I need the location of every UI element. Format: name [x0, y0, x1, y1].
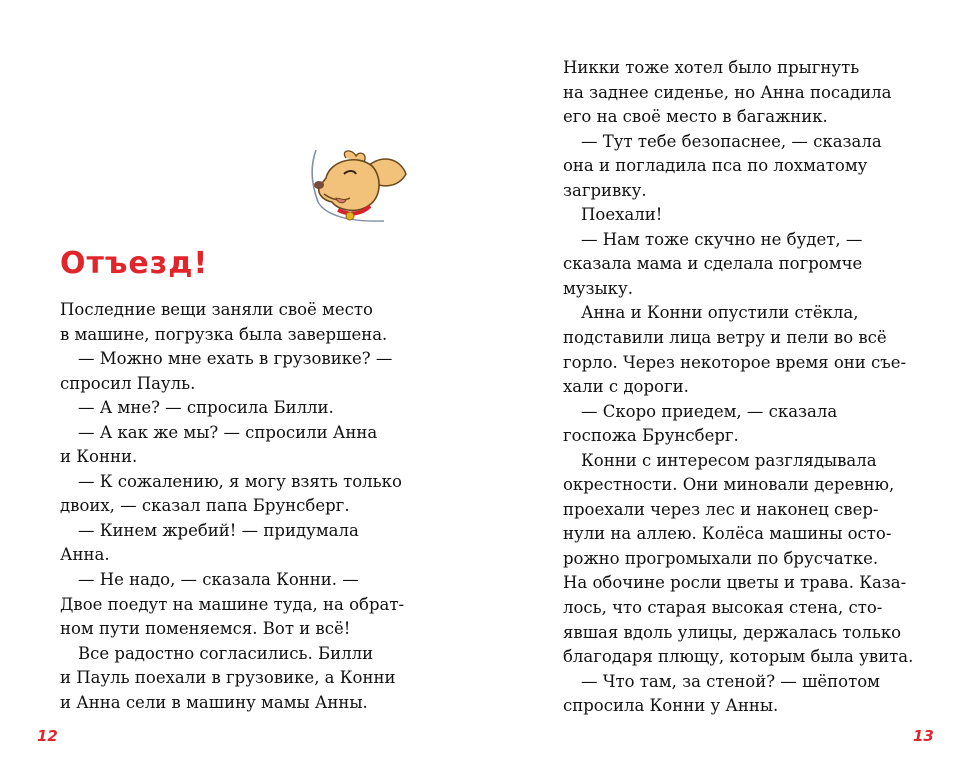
text-line: — Не надо, — сказала Конни. —: [78, 570, 359, 590]
text-line: музыку.: [563, 278, 633, 298]
text-line: Поехали!: [581, 205, 663, 225]
text-line: хали с дороги.: [563, 377, 689, 397]
text-line: Двое поедут на машине туда, на обрат-: [60, 594, 405, 614]
text-line: — А мне? — спросила Билли.: [78, 398, 334, 418]
text-line: Конни с интересом разглядывала: [581, 450, 877, 470]
text-line: загривку.: [563, 180, 647, 200]
dog-head-icon: [298, 148, 410, 224]
text-line: подставили лица ветру и пели во всё: [563, 328, 887, 348]
left-page-text: [60, 298, 440, 715]
right-page-text: [563, 56, 943, 719]
text-line: — К сожалению, я могу взять только: [78, 471, 402, 491]
text-line: окрестности. Они миновали деревню,: [563, 475, 895, 495]
text-line: нули на аллею. Колёса машины осто-: [563, 524, 892, 544]
text-line: спросил Пауль.: [60, 373, 196, 393]
text-line: ном пути поменяемся. Вот и всё!: [60, 619, 351, 639]
text-line: она и погладила пса по лохматому: [563, 156, 868, 176]
page-number-right: 13: [913, 727, 934, 745]
text-line: и Пауль поехали в грузовике, а Конни: [60, 668, 396, 688]
text-line: его на своё место в багажник.: [563, 107, 828, 127]
text-line: — Что там, за стеной? — шёпотом: [581, 671, 881, 691]
text-line: и Анна сели в машину мамы Анны.: [60, 692, 368, 712]
text-line: на заднее сиденье, но Анна посадила: [563, 82, 892, 102]
text-line: госпожа Брунсберг.: [563, 426, 739, 446]
text-line: — Тут тебе безопаснее, — сказала: [581, 131, 882, 151]
text-line: явшая вдоль улицы, держалась только: [563, 622, 902, 642]
text-line: — Кинем жребий! — придумала: [78, 520, 359, 540]
text-line: лось, что старая высокая стена, сто-: [563, 598, 883, 618]
text-line: На обочине росли цветы и трава. Каза-: [563, 573, 907, 593]
chapter-title: Отъезд!: [60, 246, 209, 281]
text-line: — А как же мы? — спросили Анна: [78, 422, 378, 442]
text-line: рожно прогромыхали по брусчатке.: [563, 548, 879, 568]
text-line: горло. Через некоторое время они съе-: [563, 352, 907, 372]
text-line: и Конни.: [60, 447, 138, 467]
text-line: благодаря плющу, которым была увита.: [563, 647, 914, 667]
text-line: Анна.: [60, 545, 110, 565]
text-line: двоих, — сказал папа Брунсберг.: [60, 496, 350, 516]
text-line: Все радостно согласились. Билли: [78, 643, 374, 663]
text-line: сказала мама и сделала погромче: [563, 254, 863, 274]
right-page: [485, 0, 970, 775]
text-line: в машине, погрузка была завершена.: [60, 324, 388, 344]
text-line: — Можно мне ехать в грузовике? —: [78, 349, 393, 369]
page-number-left: 12: [37, 727, 58, 745]
text-line: Никки тоже хотел было прыгнуть: [563, 58, 860, 77]
text-line: Анна и Конни опустили стёкла,: [581, 303, 859, 323]
text-line: — Скоро приедем, — сказала: [581, 401, 838, 421]
text-line: спросила Конни у Анны.: [563, 696, 779, 716]
text-line: Последние вещи заняли своё место: [60, 300, 373, 319]
text-line: проехали через лес и наконец свер-: [563, 499, 879, 519]
text-line: — Нам тоже скучно не будет, —: [581, 229, 863, 249]
